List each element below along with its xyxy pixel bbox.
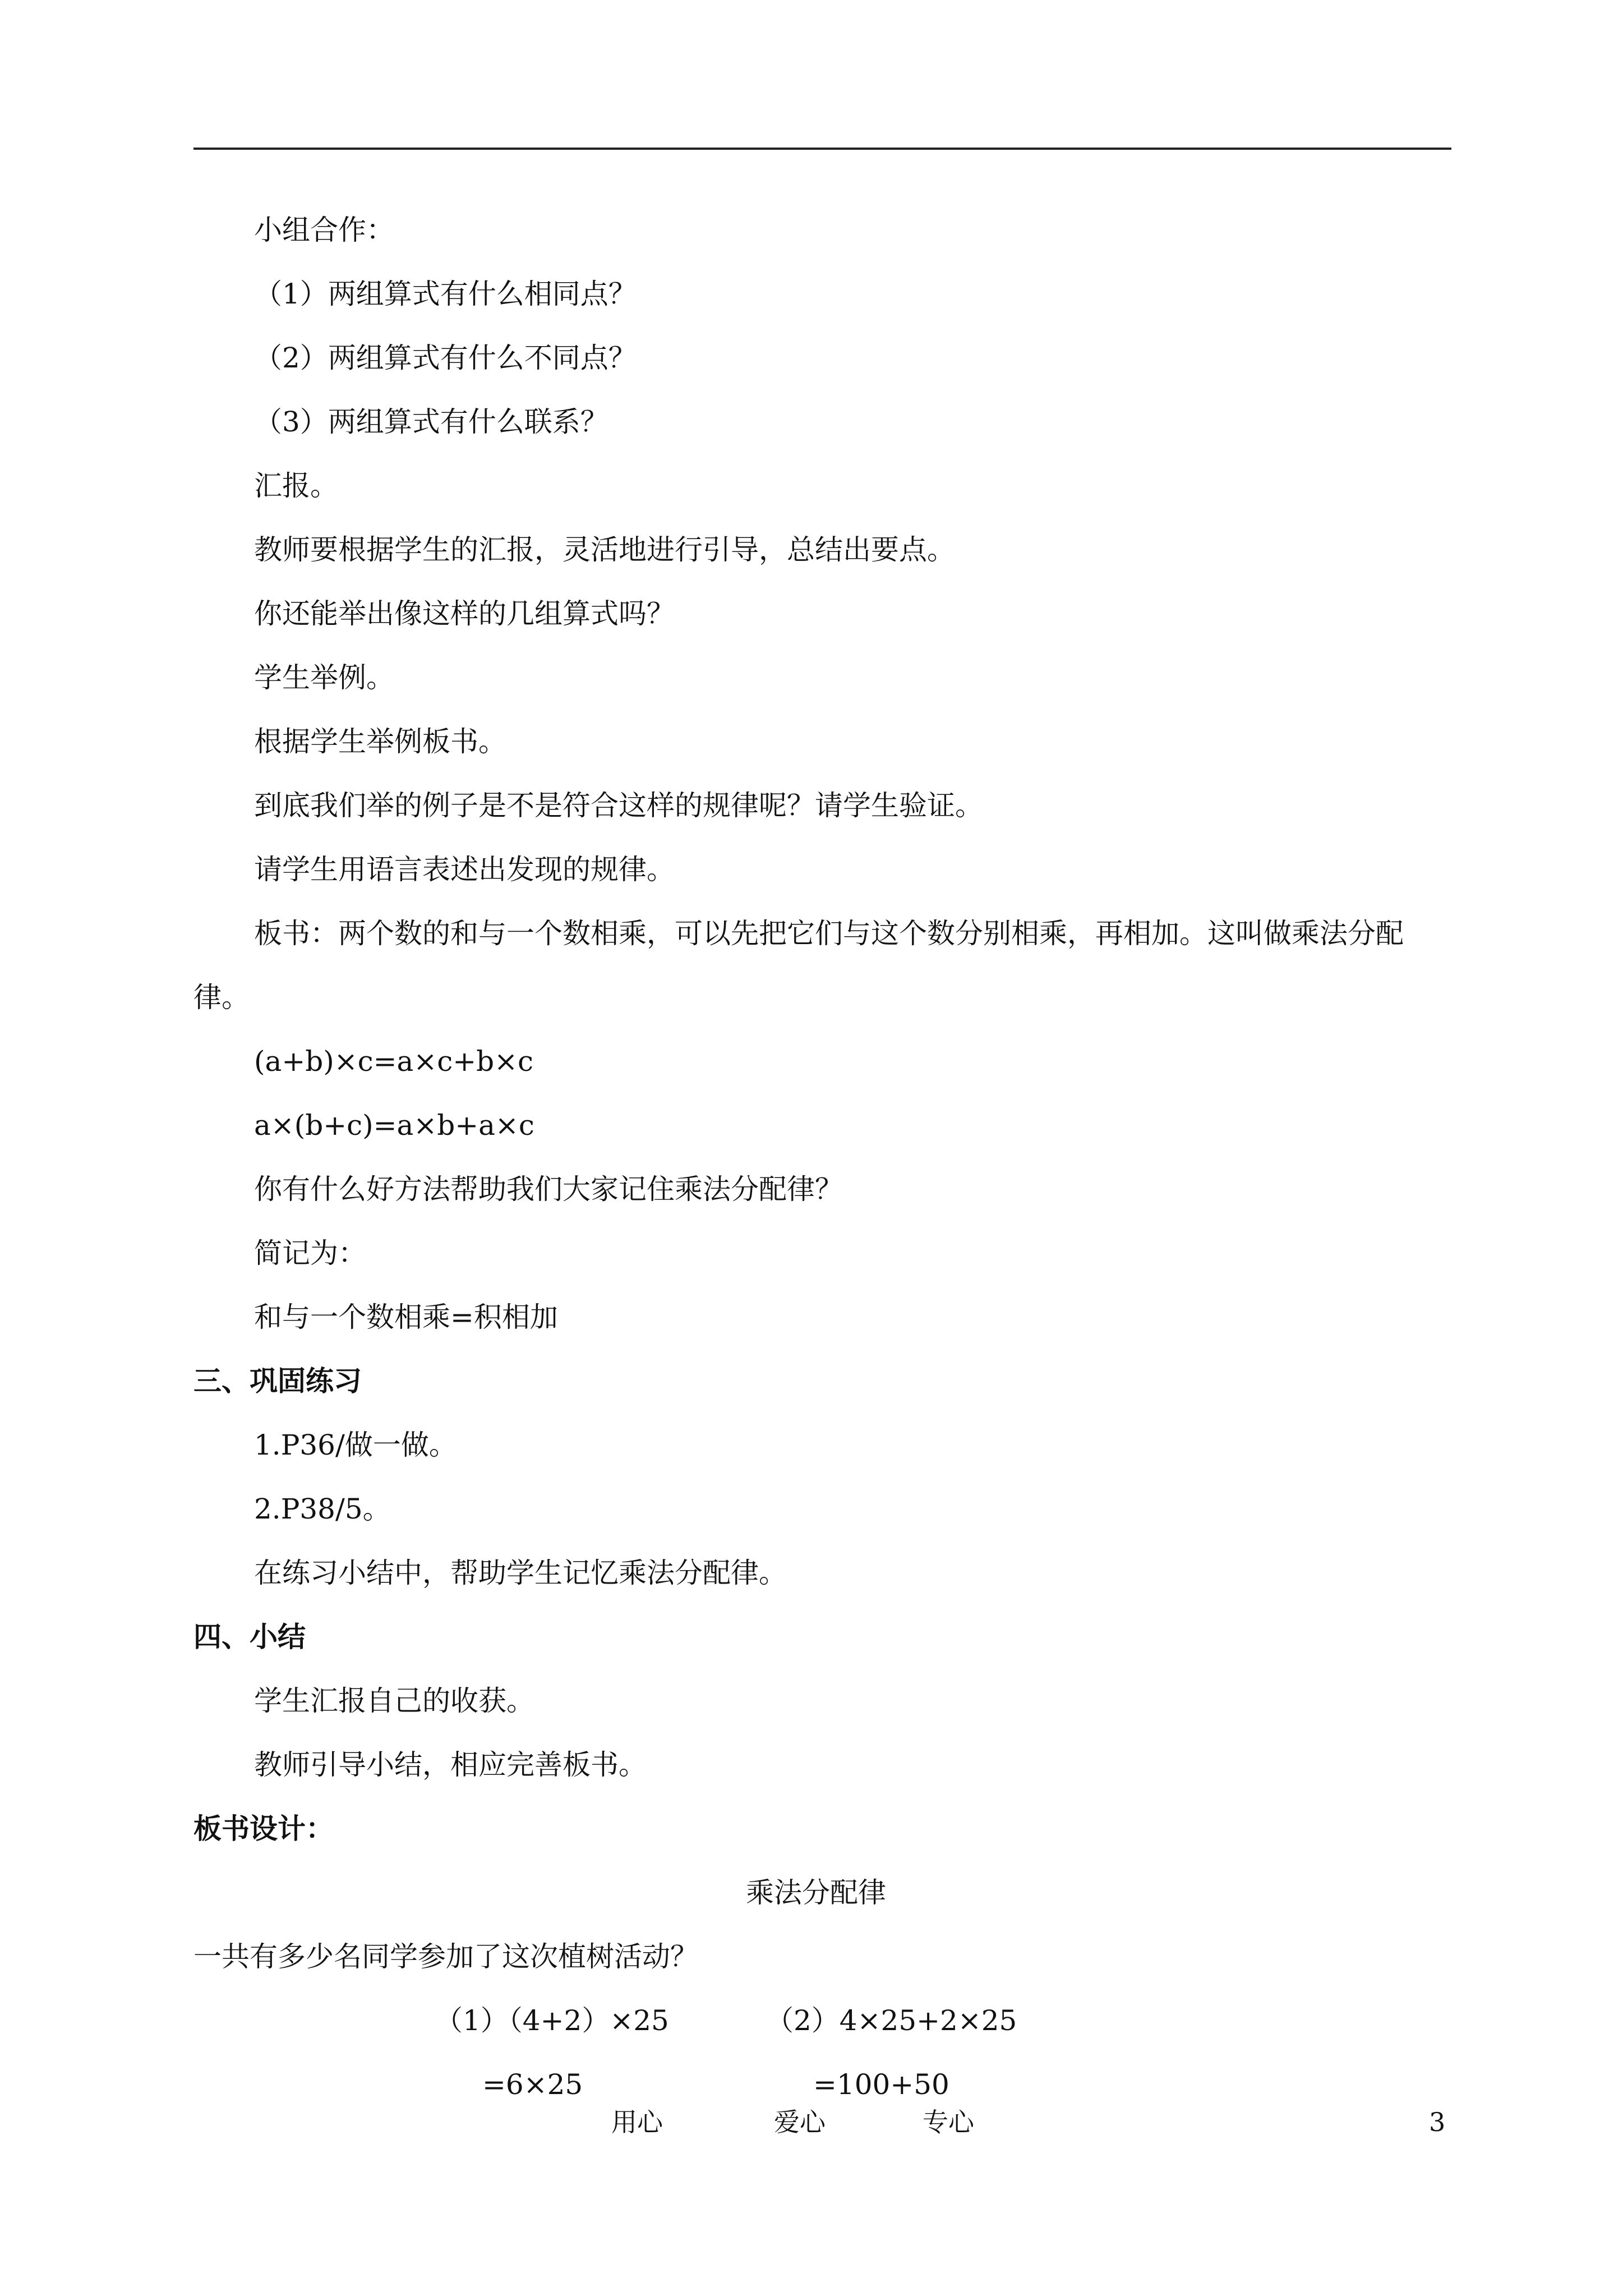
paragraph: 根据学生举例板书。 xyxy=(254,725,506,758)
paragraph: 简记为： xyxy=(254,1237,366,1269)
paragraph: 板书：两个数的和与一个数相乘，可以先把它们与这个数分别相乘，再相加。这叫做乘法分配 xyxy=(254,917,1404,950)
formula: a×(b+c)=a×b+a×c xyxy=(254,1109,534,1142)
board-expression-right: （2）4×25+2×25 xyxy=(766,2004,1017,2037)
formula: (a+b)×c=a×c+b×c xyxy=(254,1045,534,1078)
paragraph: 请学生用语言表述出发现的规律。 xyxy=(254,853,675,886)
paragraph: 学生汇报自己的收获。 xyxy=(254,1685,534,1717)
board-expression-left: （1）（4+2）×25 xyxy=(435,2004,669,2037)
paragraph: （3）两组算式有什么联系？ xyxy=(254,406,608,438)
paragraph: 汇报。 xyxy=(254,470,338,502)
section-heading: 三、巩固练习 xyxy=(193,1364,362,1397)
paragraph: 小组合作： xyxy=(254,214,394,246)
board-title: 乘法分配律 xyxy=(746,1876,886,1909)
board-step-left: =6×25 xyxy=(482,2068,583,2101)
paragraph: 和与一个数相乘=积相加 xyxy=(254,1301,558,1333)
paragraph: （2）两组算式有什么不同点？ xyxy=(254,342,637,374)
footer-word: 用心 xyxy=(611,2107,663,2137)
paragraph: （1）两组算式有什么相同点？ xyxy=(254,278,637,310)
paragraph: 教师引导小结，相应完善板书。 xyxy=(254,1749,647,1781)
footer-word: 专心 xyxy=(923,2107,974,2137)
page-number: 3 xyxy=(1429,2107,1446,2137)
paragraph: 你还能举出像这样的几组算式吗？ xyxy=(254,597,675,630)
list-item: 2.P38/5。 xyxy=(254,1493,391,1525)
section-heading: 板书设计： xyxy=(193,1812,334,1845)
paragraph: 在练习小结中，帮助学生记忆乘法分配律。 xyxy=(254,1557,787,1589)
board-step-right: =100+50 xyxy=(813,2068,949,2101)
paragraph: 律。 xyxy=(193,981,250,1014)
paragraph: 学生举例。 xyxy=(254,661,394,694)
paragraph: 你有什么好方法帮助我们大家记住乘法分配律？ xyxy=(254,1173,843,1205)
header-rule xyxy=(193,148,1451,150)
board-question: 一共有多少名同学参加了这次植树活动？ xyxy=(193,1940,698,1973)
list-item: 1.P36/做一做。 xyxy=(254,1429,457,1461)
footer-word: 爱心 xyxy=(774,2107,826,2137)
paragraph: 到底我们举的例子是不是符合这样的规律呢？请学生验证。 xyxy=(254,789,983,822)
paragraph: 教师要根据学生的汇报，灵活地进行引导，总结出要点。 xyxy=(254,533,955,566)
section-heading: 四、小结 xyxy=(193,1620,306,1653)
